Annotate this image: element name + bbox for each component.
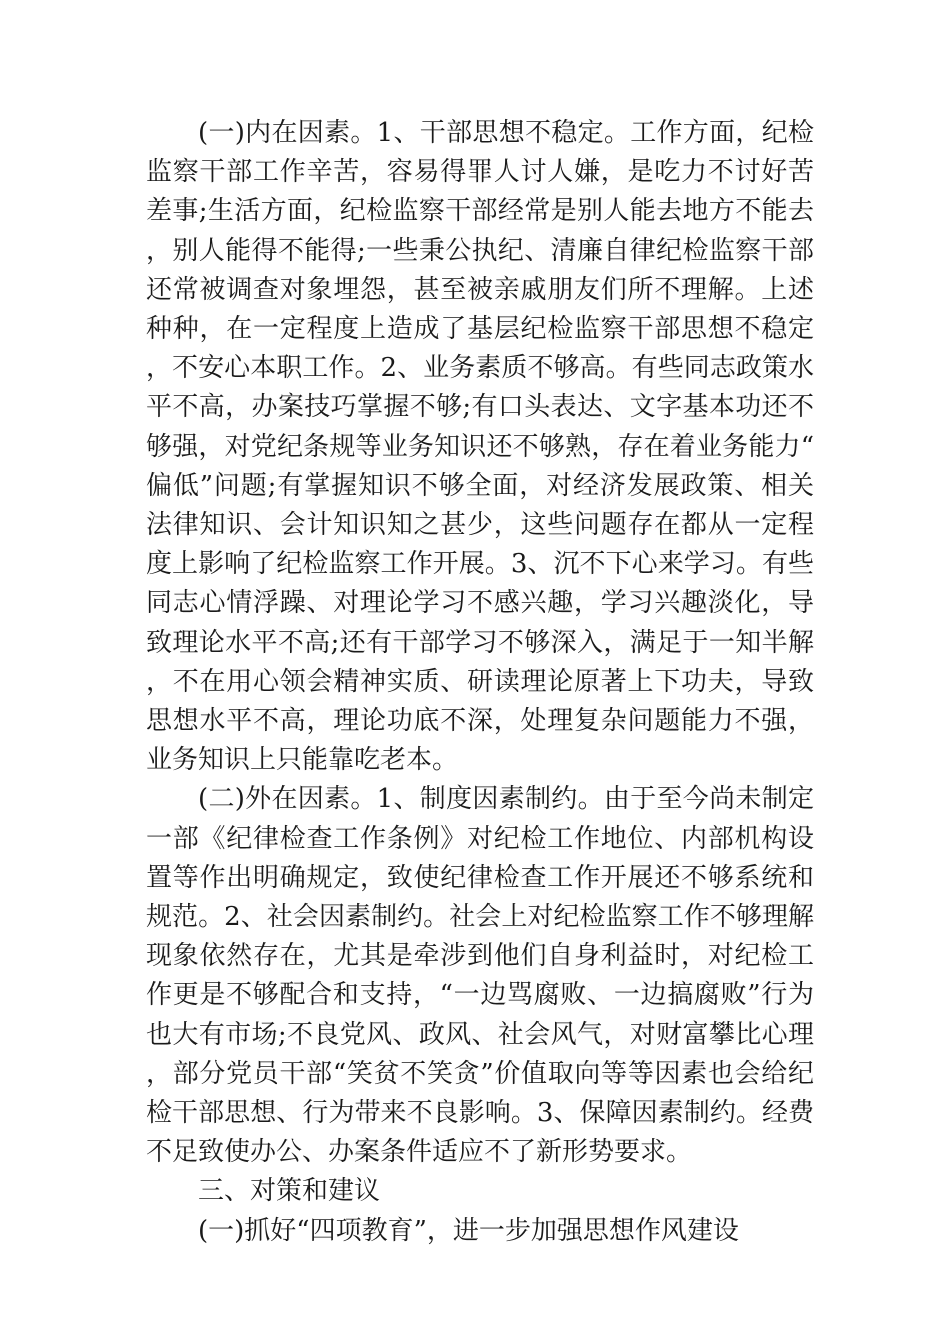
document-body [146, 114, 814, 1251]
paragraph-internal-factors: (一)内在因素。1、干部思想不稳定。工作方面，纪检监察干部工作辛苦，容易得罪人讨人嫌，是吃力不讨好苦差事;生活方面，纪检监察干部经常是别人能去地方不能去，别人能得不能得;一些秉公执纪、清廉自律纪检监察干部还常被调查对象埋怨，甚至被亲戚朋友们所不理解。上述种种，在一定程度上造成了基层纪检监察干部思想不稳定，不安心本职工作。2、业务素质不够高。有些同志政策水平不高，办案技巧掌握不够;有口头表达、文字基本功还不够强，对党纪条规等业务知识还不够熟，存在着业务能力“偏低”问题;有掌握知识不够全面，对经济发展政策、相关法律知识、会计知识知之甚少，这些问题存在都从一定程度上影响了纪检监察工作开展。3、沉不下心来学习。有些同志心情浮躁、对理论学习不感兴趣，学习兴趣淡化，导致理论水平不高;还有干部学习不够深入，满足于一知半解，不在用心领会精神实质、研读理论原著上下功夫，导致思想水平不高，理论功底不深，处理复杂问题能力不强，业务知识上只能靠吃老本。 [146, 118, 814, 776]
paragraph-external-factors: (二)外在因素。1、制度因素制约。由于至今尚未制定一部《纪律检查工作条例》对纪检工作地位、内部机构设置等作出明确规定，致使纪律检查工作开展还不够系统和规范。2、社会因素制约。社会上对纪检监察工作不够理解现象依然存在，尤其是牵涉到他们自身利益时，对纪检工作更是不够配合和支持，“一边骂腐败、一边搞腐败”行为也大有市场;不良党风、政风、社会风气，对财富攀比心理，部分党员干部“笑贫不笑贪”价值取向等等因素也会给纪检干部思想、行为带来不良影响。3、保障因素制约。经费不足致使办公、办案条件适应不了新形势要求。 [146, 784, 814, 1168]
section-heading-countermeasures: 三、对策和建议 [198, 1176, 381, 1207]
subsection-heading-four-educations: (一)抓好“四项教育”，进一步加强思想作风建设 [198, 1215, 739, 1246]
